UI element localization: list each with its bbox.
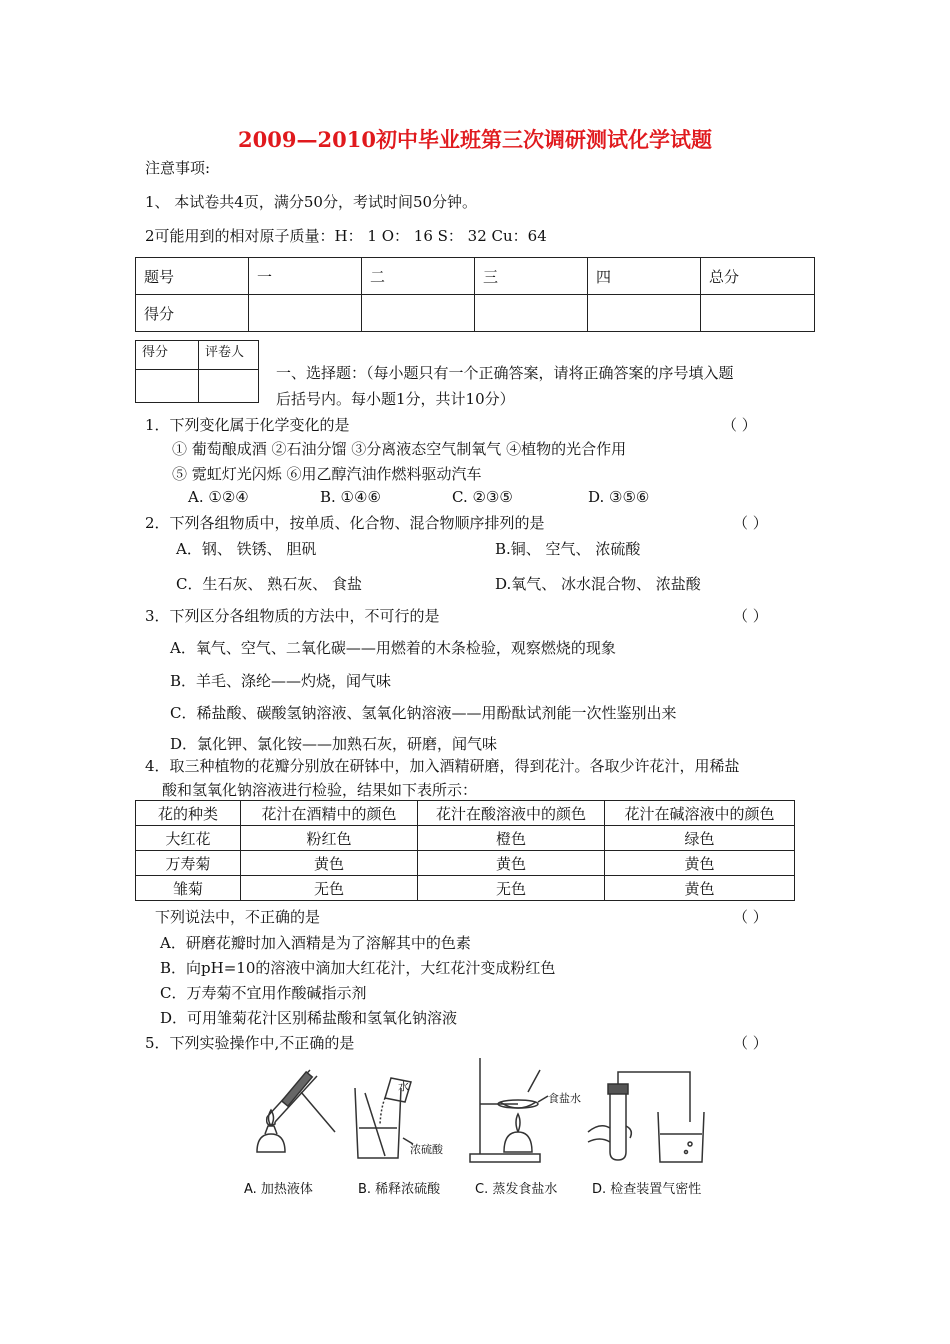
q1-option-a: A. ①②④ (188, 488, 249, 506)
score-header: 二 (362, 258, 475, 295)
score-cell[interactable] (362, 295, 475, 332)
table-header: 花的种类 (136, 801, 241, 826)
q1-stem: 1．下列变化属于化学变化的是 (145, 416, 350, 434)
q2-option-b: B.铜、 空气、 浓硫酸 (495, 540, 641, 558)
score-header: 一 (249, 258, 362, 295)
grader-name-label: 评卷人 (199, 341, 259, 370)
q5-stem: 5．下列实验操作中,不正确的是 (145, 1034, 355, 1052)
airtightness-check-apparatus-icon (580, 1062, 710, 1168)
exam-title: 2009—2010初中毕业班第三次调研测试化学试题 (238, 127, 712, 152)
score-header: 题号 (136, 258, 249, 295)
table-cell: 无色 (418, 876, 605, 901)
table-header: 花汁在酸溶液中的颜色 (418, 801, 605, 826)
table-cell: 万寿菊 (136, 851, 241, 876)
q3-option-b: B．羊毛、涤纶——灼烧，闻气味 (170, 672, 392, 690)
q1-items-1: ① 葡萄酿成酒 ②石油分馏 ③分离液态空气制氧气 ④植物的光合作用 (172, 440, 627, 458)
score-row-label: 得分 (136, 295, 249, 332)
q2-answer-paren[interactable]: （ ） (733, 514, 768, 532)
notice-heading: 注意事项: (145, 159, 211, 177)
q2-option-c: C．生石灰、 熟石灰、 食盐 (176, 575, 363, 593)
table-cell: 黄色 (241, 851, 418, 876)
q4-option-b: B．向pH=10的溶液中滴加大红花汁，大红花汁变成粉红色 (160, 959, 556, 977)
q1-answer-paren[interactable]: （ ） (722, 416, 757, 434)
q4-option-d: D．可用雏菊花汁区别稀盐酸和氢氧化钠溶液 (160, 1009, 458, 1027)
q1-option-b: B. ①④⑥ (320, 488, 381, 506)
q4-stem-1: 4．取三种植物的花瓣分别放在研钵中，加入酒精研磨，得到花汁。各取少许花汁，用稀盐 (145, 757, 740, 775)
label-salt-water: 食盐水 (548, 1092, 581, 1105)
q4-option-a: A．研磨花瓣时加入酒精是为了溶解其中的色素 (160, 934, 471, 952)
q3-stem: 3．下列区分各组物质的方法中，不可行的是 (145, 607, 440, 625)
score-cell[interactable] (588, 295, 701, 332)
table-cell: 粉红色 (241, 826, 418, 851)
q2-stem: 2．下列各组物质中，按单质、化合物、混合物顺序排列的是 (145, 514, 545, 532)
grader-name-cell[interactable] (199, 370, 259, 403)
table-row (136, 826, 795, 851)
flower-color-table (135, 800, 795, 901)
table-cell: 橙色 (418, 826, 605, 851)
q4-question: 下列说法中，不正确的是 (155, 908, 321, 926)
table-cell: 雏菊 (136, 876, 241, 901)
table-cell: 黄色 (605, 851, 795, 876)
score-cell[interactable] (701, 295, 815, 332)
table-row (136, 876, 795, 901)
q1-items-2: ⑤ 霓虹灯光闪烁 ⑥用乙醇汽油作燃料驱动汽车 (172, 465, 482, 483)
q3-option-c: C．稀盐酸、碳酸氢钠溶液、氢氧化钠溶液——用酚酞试剂能一次性鉴别出来 (170, 704, 677, 722)
caption-c: C. 蒸发食盐水 (475, 1182, 558, 1197)
score-cell[interactable] (249, 295, 362, 332)
caption-d: D. 检查装置气密性 (592, 1182, 702, 1197)
score-table (135, 257, 815, 332)
score-cell[interactable] (475, 295, 588, 332)
q3-option-a: A．氧气、空气、二氧化碳——用燃着的木条检验，观察燃烧的现象 (170, 639, 616, 657)
q4-stem-2: 酸和氢氧化钠溶液进行检验，结果如下表所示： (162, 781, 478, 799)
caption-b: B. 稀释浓硫酸 (358, 1182, 441, 1197)
caption-a: A. 加热液体 (244, 1182, 313, 1197)
section1-instruction-2: 后括号内。每小题1分，共计10分） (276, 390, 515, 408)
label-water: 水 (398, 1080, 409, 1093)
q4-option-c: C．万寿菊不宜用作酸碱指示剂 (160, 984, 367, 1002)
table-cell: 黄色 (605, 876, 795, 901)
label-concentrated-acid: 浓硫酸 (410, 1143, 443, 1156)
heating-liquid-apparatus-icon (235, 1062, 355, 1172)
table-header: 花汁在碱溶液中的颜色 (605, 801, 795, 826)
grader-table (135, 340, 259, 403)
q2-option-d: D.氧气、 冰水混合物、 浓盐酸 (495, 575, 701, 593)
q1-option-d: D. ③⑤⑥ (588, 488, 650, 506)
score-header: 三 (475, 258, 588, 295)
score-header: 总分 (701, 258, 815, 295)
score-header: 四 (588, 258, 701, 295)
grader-score-label: 得分 (136, 341, 199, 370)
table-header: 花汁在酒精中的颜色 (241, 801, 418, 826)
table-cell: 大红花 (136, 826, 241, 851)
q1-option-c: C. ②③⑤ (452, 488, 513, 506)
evaporating-salt-water-apparatus-icon (460, 1050, 570, 1168)
q3-answer-paren[interactable]: （ ） (733, 607, 768, 625)
q4-answer-paren[interactable]: （ ） (733, 908, 768, 926)
notice-line-1: 1、 本试卷共4页，满分50分，考试时间50分钟。 (145, 193, 478, 211)
table-cell: 绿色 (605, 826, 795, 851)
notice-line-2: 2可能用到的相对原子质量：H： 1 O： 16 S： 32 Cu：64 (145, 227, 547, 245)
table-cell: 无色 (241, 876, 418, 901)
table-row (136, 851, 795, 876)
q3-option-d: D．氯化钾、氯化铵——加熟石灰，研磨，闻气味 (170, 735, 498, 753)
q5-answer-paren[interactable]: （ ） (733, 1034, 768, 1052)
grader-score-cell[interactable] (136, 370, 199, 403)
table-cell: 黄色 (418, 851, 605, 876)
section1-instruction-1: 一、选择题：（每小题只有一个正确答案，请将正确答案的序号填入题 (276, 364, 734, 382)
q2-option-a: A．钢、 铁锈、 胆矾 (176, 540, 317, 558)
